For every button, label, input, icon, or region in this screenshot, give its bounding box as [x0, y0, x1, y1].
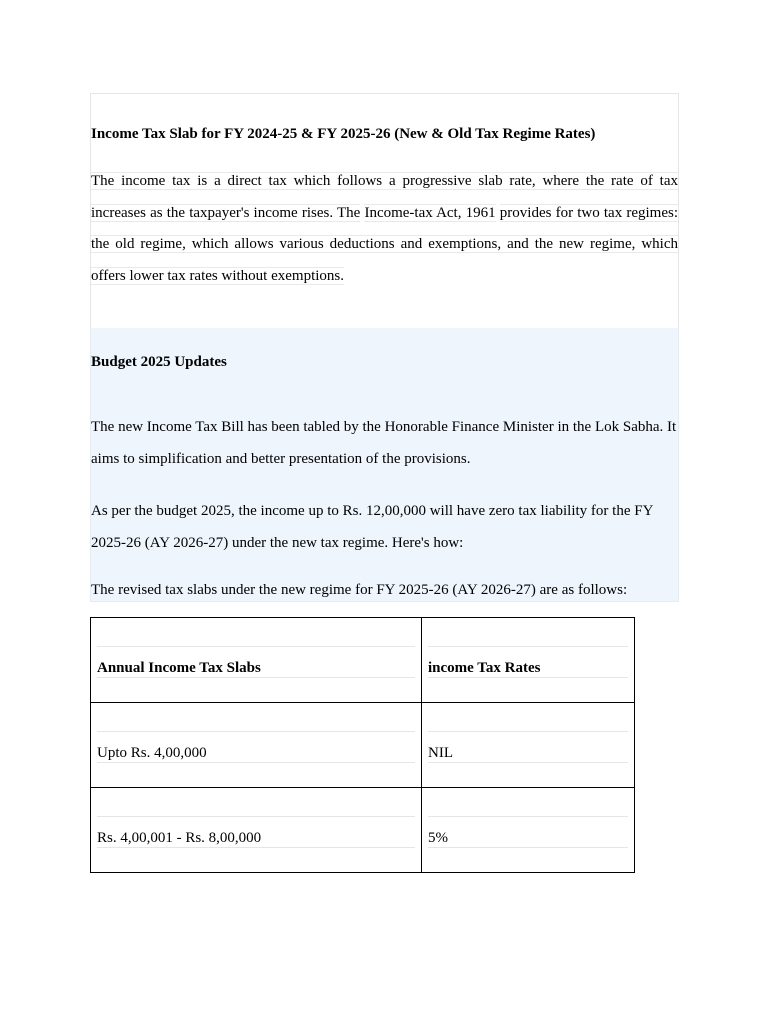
table-cell [91, 703, 422, 788]
table-cell [422, 703, 635, 788]
intro-text-part1: The income tax is a direct tax which follows a progressive slab rate, where the rate of tax increases as the taxpayer's income rises. The [91, 173, 678, 221]
page-title: Income Tax Slab for FY 2024-25 & FY 2025-26 (New & Old Tax Regime Rates) [91, 126, 596, 142]
slab-value: Rs. 4,00,001 - Rs. 8,00,000 [97, 816, 415, 848]
intro-paragraph [91, 166, 678, 292]
table-header-cell [91, 618, 422, 703]
article [90, 93, 679, 602]
table-row [91, 788, 635, 873]
table-cell [422, 788, 635, 873]
table-cell [91, 788, 422, 873]
header-rates: income Tax Rates [428, 646, 628, 678]
budget-updates-section [90, 328, 679, 602]
budget-heading: Budget 2025 Updates [91, 354, 227, 370]
rate-value: 5% [428, 816, 628, 848]
table-row [91, 703, 635, 788]
table-header-row [91, 618, 635, 703]
intro-section [90, 93, 679, 328]
budget-paragraph-3: The revised tax slabs under the new regime for FY 2025-26 (AY 2026-27) are as follows: [91, 582, 628, 598]
intro-text-part2: provides for two tax regimes: the old regime, which allows various deductions and exemptions, and the new regime, which offers lower tax rates without exemptions. [91, 204, 679, 284]
tax-slab-table [90, 617, 635, 873]
budget-paragraph-1: The new Income Tax Bill has been tabled by the Honorable Finance Minister in the Lok Sabha. It aims to simplification and better presentation of the provisions. [91, 419, 677, 467]
rate-value: NIL [428, 731, 628, 763]
budget-paragraph-2: As per the budget 2025, the income up to Rs. 12,00,000 will have zero tax liability for the FY 2025-26 (AY 2026-27) under the new tax regime. Here's how: [91, 503, 653, 551]
table-header-cell [422, 618, 635, 703]
header-slabs: Annual Income Tax Slabs [97, 646, 415, 678]
slab-value: Upto Rs. 4,00,000 [97, 731, 415, 763]
income-tax-act-link[interactable]: Income-tax Act, 1961 [364, 204, 496, 221]
